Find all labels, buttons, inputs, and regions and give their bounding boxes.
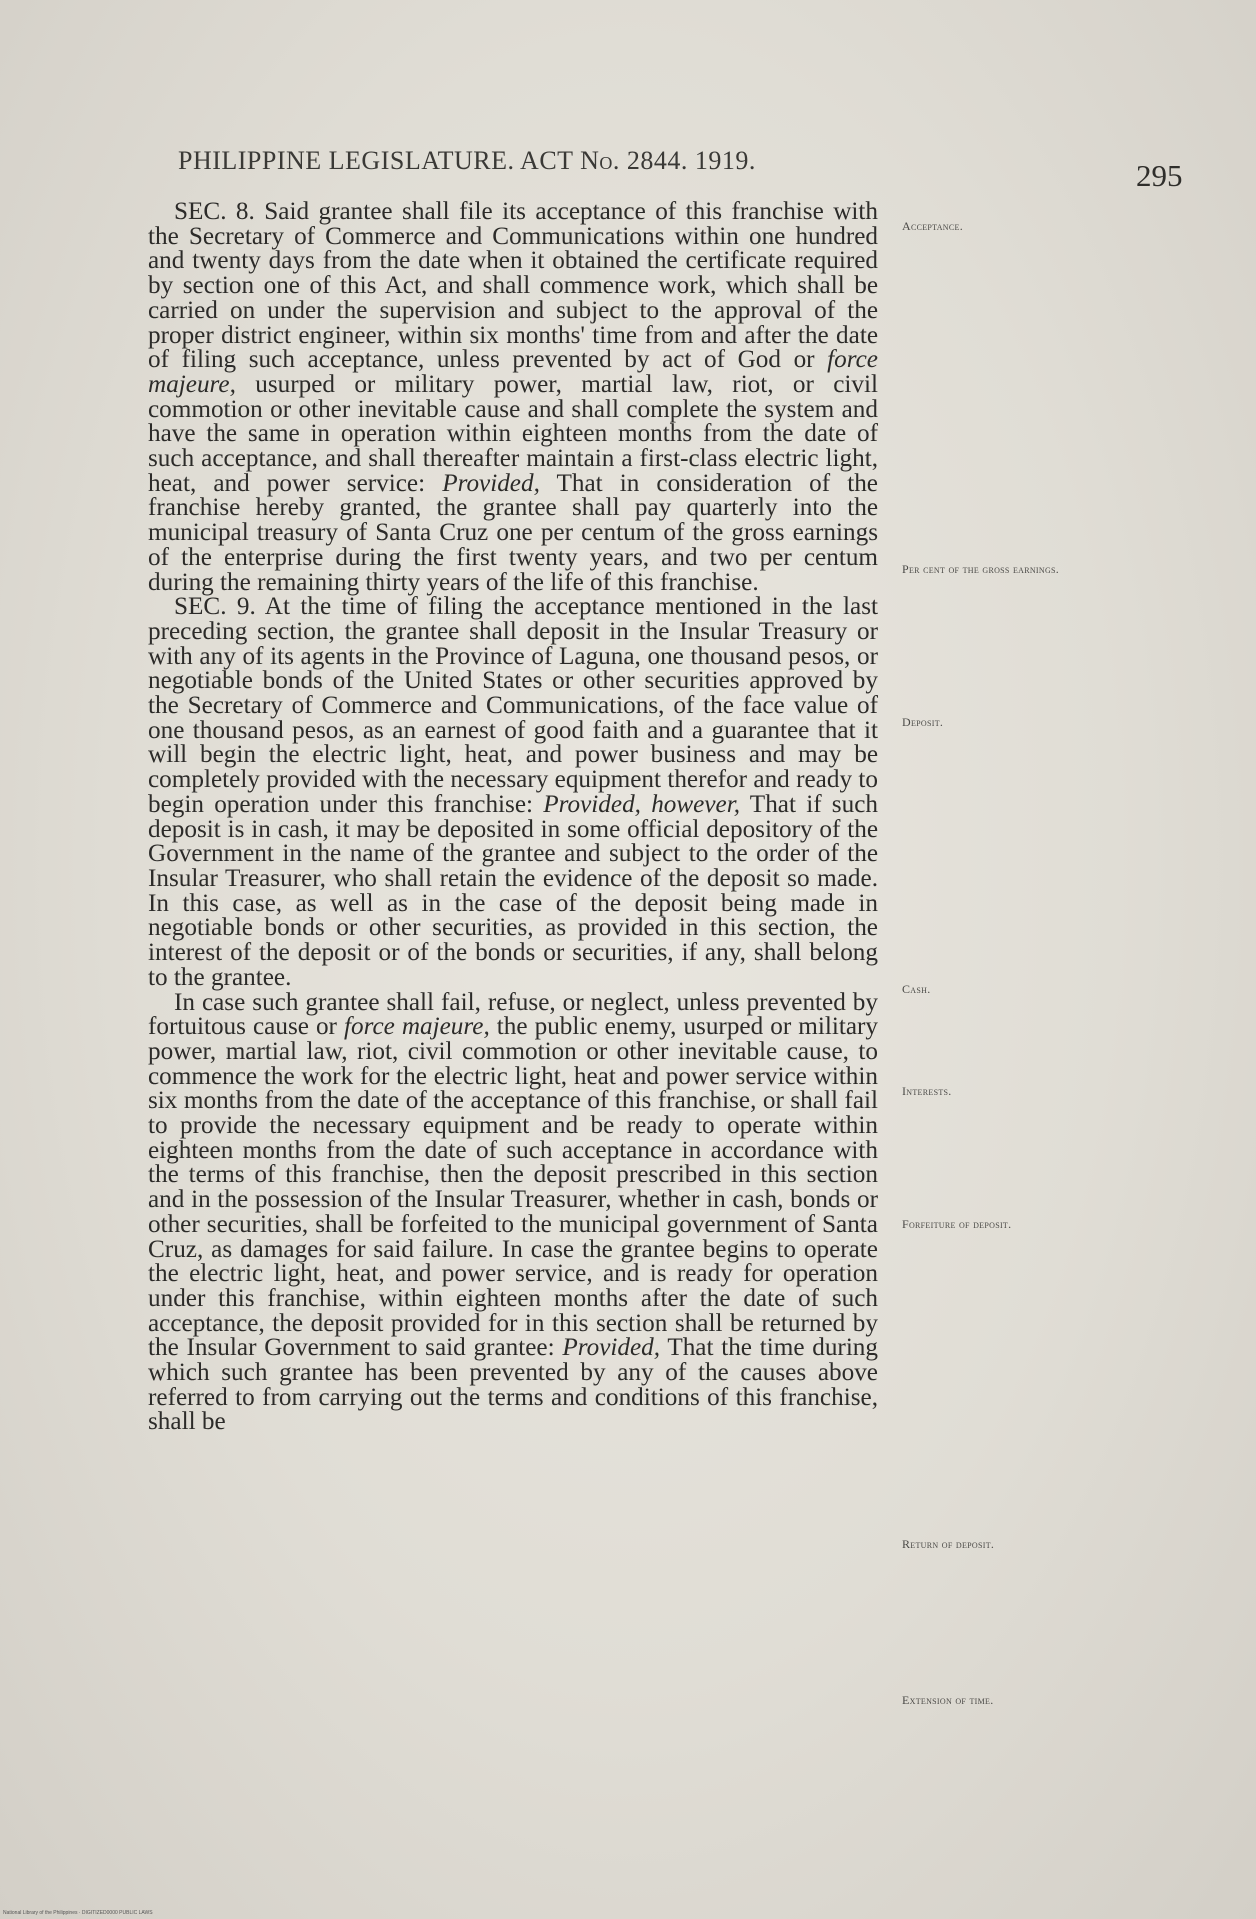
margin-note-extension: Extension of time. <box>902 1693 994 1707</box>
section-8-italic-2: Provided, <box>442 469 540 497</box>
section-9-paragraph <box>148 595 878 990</box>
margin-note-acceptance: Acceptance. <box>902 219 963 233</box>
running-head: PHILIPPINE LEGISLATURE. ACT No. 2844. 1919. <box>178 146 756 175</box>
margin-note-deposit: Deposit. <box>902 715 944 729</box>
section-8-italic-1: force majeure, <box>148 346 878 398</box>
section-9-text-b: That if such deposit is in cash, it may be deposited in some official depository of the Government in the name of the grantee and subject to the order of the Insular Treasurer, who shall retain the evidence of the deposit so made. In this case, as well as in the case of the deposit being made in negotiable bonds or other securities, as provided in this section, the interest of the deposit or of the bonds or securities, if any, shall belong to the grantee. <box>148 790 878 991</box>
footer-credit: National Library of the Philippines · DIGITIZED0000 PUBLIC LAWS <box>3 1910 153 1916</box>
page-header <box>178 146 1183 193</box>
section-8-text-a: Said grantee shall file its acceptance of this franchise with the Secretary of Commerce and Communications within one hundred and twenty days from the date when it obtained the certificate required by section one of this Act, and shall commence work, which shall be carried on under the supervision and subject to the approval of the proper district engineer, within six months' time from and after the date of filing such acceptance, unless prevented by act of God or <box>148 198 878 374</box>
margin-note-per-cent: Per cent of the gross earnings. <box>902 562 1060 576</box>
page-number: 295 <box>1136 158 1183 193</box>
margin-note-forfeiture: Forfeiture of deposit. <box>902 1217 1012 1231</box>
forfeiture-text-c: That the time during which such grantee has been prevented by any of the causes above referred to from carrying out the terms and conditions of this franchise, shall be <box>148 1334 878 1436</box>
section-9-text-a: At the time of filing the acceptance mentioned in the last preceding section, the grantee shall deposit in the Insular Treasury or with any of its agents in the Province of Laguna, one thousand pesos, or negotiable bonds of the United States or other securities approved by the Secretary of Commerce and Communications, of the face value of one thousand pesos, as an earnest of good faith and a guarantee that it will begin the electric light, heat, and power business and may be completely provided with the necessary equipment therefor and ready to begin operation under this franchise: <box>148 593 878 818</box>
section-8-text-b: usurped or military power, martial law, riot, or civil commotion or other inevitable cause and shall complete the system and have the same in operation within eighteen months from the date of such acceptance, and shall thereafter maintain a first-class electric light, heat, and power service: <box>148 370 878 497</box>
margin-note-cash: Cash. <box>902 982 931 996</box>
body-text <box>148 200 878 1435</box>
forfeiture-italic-2: Provided, <box>562 1334 661 1362</box>
section-8-text-c: That in consideration of the franchise hereby granted, the grantee shall pay quarterly into the municipal treasury of Santa Cruz one per centum of the gross earnings of the enterprise during the first twenty years, and two per centum during the remaining thirty years of the life of this franchise. <box>148 469 878 596</box>
section-9-italic-1: Provided, however, <box>543 790 741 818</box>
forfeiture-text-a: In case such grantee shall fail, refuse, or neglect, unless prevented by fortuitous cause or <box>148 988 878 1041</box>
section-9-label: SEC. 9. <box>174 593 256 621</box>
margin-note-interests: Interests. <box>902 1084 952 1098</box>
forfeiture-paragraph <box>148 988 878 1436</box>
section-8-paragraph <box>148 200 878 595</box>
section-8-label: SEC. 8. <box>174 198 255 225</box>
forfeiture-text-b: the public enemy, usurped or military power, martial law, riot, civil commotion or other inevitable cause, to commence the work for the electric light, heat and power service within six months from the date of the acceptance of this franchise, or shall fail to provide the necessary equipment and be ready to operate within eighteen months from the date of such acceptance in accordance with the terms of this franchise, then the deposit prescribed in this section and in the possession of the Insular Treasurer, whether in cash, bonds or other securities, shall be forfeited to the municipal government of Santa Cruz, as damages for said failure. In case the grantee begins to operate the electric light, heat, and power service, and is ready for operation under this franchise, within eighteen months after the date of such acceptance, the deposit provided for in this section shall be returned by the Insular Government to said grantee: <box>148 1013 878 1362</box>
forfeiture-italic-1: force majeure, <box>343 1013 490 1041</box>
margin-note-return: Return of deposit. <box>902 1537 995 1551</box>
